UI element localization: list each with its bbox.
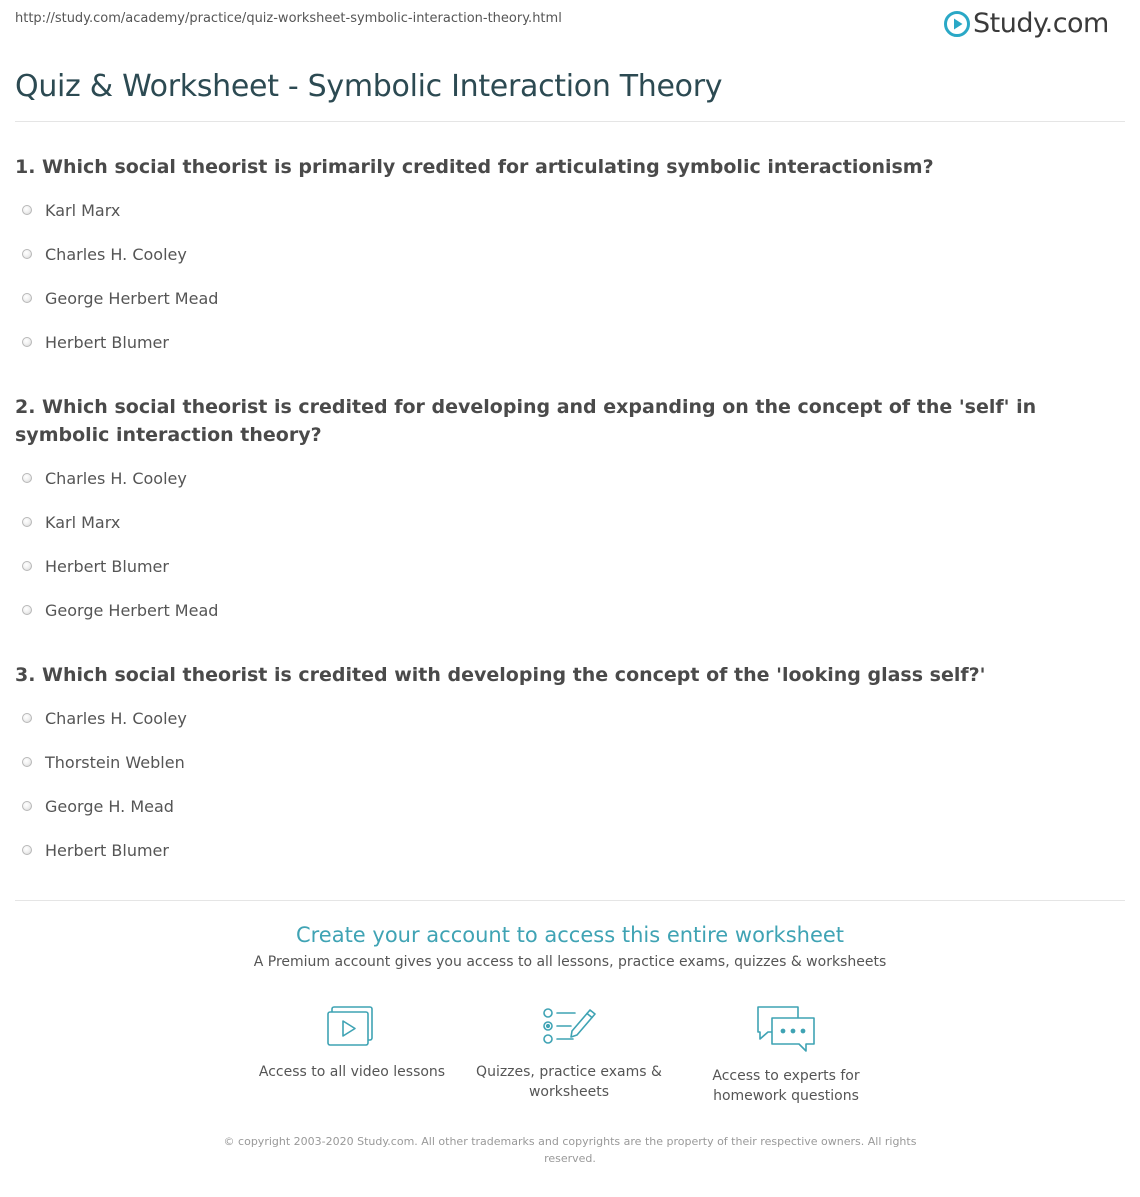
radio-button[interactable] xyxy=(22,293,32,303)
study-logo[interactable] xyxy=(944,8,1109,39)
question-3: 3. Which social theorist is credited with developing the concept of the 'looking glass self?' xyxy=(15,664,986,686)
question-3-option-3[interactable] xyxy=(22,795,174,817)
title-divider xyxy=(15,121,1125,122)
option-label: Karl Marx xyxy=(45,512,121,532)
option-label: Herbert Blumer xyxy=(45,556,169,576)
question-3-option-4[interactable] xyxy=(22,839,169,861)
feature-label: Access to experts for homework questions xyxy=(712,1068,860,1104)
copyright-notice: © copyright 2003-2020 Study.com. All other trademarks and copyrights are the property of their respective owners. All rights reserved. xyxy=(223,1135,917,1165)
question-1: 1. Which social theorist is primarily credited for articulating symbolic interactionism? xyxy=(15,156,934,178)
option-label: Charles H. Cooley xyxy=(45,468,187,488)
radio-button[interactable] xyxy=(22,473,32,483)
question-1-option-3[interactable] xyxy=(22,287,218,309)
question-2-option-3[interactable] xyxy=(22,555,169,577)
question-2-option-1[interactable] xyxy=(22,467,187,489)
top-bar xyxy=(0,0,1140,44)
option-label: Charles H. Cooley xyxy=(45,244,187,264)
radio-button[interactable] xyxy=(22,757,32,767)
question-1-option-2[interactable] xyxy=(22,243,187,265)
quiz-divider xyxy=(15,900,1125,901)
radio-button[interactable] xyxy=(22,249,32,259)
question-3-option-1[interactable] xyxy=(22,707,187,729)
option-label: Thorstein Weblen xyxy=(45,752,185,772)
radio-button[interactable] xyxy=(22,337,32,347)
quiz-checklist-icon xyxy=(539,1004,599,1050)
cta-subtitle: A Premium account gives you access to all lessons, practice exams, quizzes & worksheets xyxy=(253,954,887,970)
question-2: 2. Which social theorist is credited for developing and expanding on the concept of the 'self' in symbolic interaction theory? xyxy=(15,396,1037,446)
page-title: Quiz & Worksheet - Symbolic Interaction Theory xyxy=(15,69,723,104)
radio-button[interactable] xyxy=(22,713,32,723)
radio-button[interactable] xyxy=(22,845,32,855)
question-1-option-4[interactable] xyxy=(22,331,169,353)
option-label: Charles H. Cooley xyxy=(45,708,187,728)
option-label: George Herbert Mead xyxy=(45,288,219,308)
radio-button[interactable] xyxy=(22,517,32,527)
question-2-option-2[interactable] xyxy=(22,511,120,533)
feature-label: Quizzes, practice exams & worksheets xyxy=(476,1064,662,1100)
question-3-option-2[interactable] xyxy=(22,751,185,773)
radio-button[interactable] xyxy=(22,801,32,811)
radio-button[interactable] xyxy=(22,605,32,615)
create-account-link[interactable]: Create your account to access this entire worksheet xyxy=(295,923,845,947)
option-label: George H. Mead xyxy=(45,796,174,816)
video-lessons-icon xyxy=(326,1004,378,1050)
option-label: Herbert Blumer xyxy=(45,840,169,860)
feature-label: Access to all video lessons xyxy=(258,1064,446,1080)
feature-video-lessons xyxy=(252,1004,452,1082)
play-circle-icon xyxy=(944,11,970,37)
chat-bubbles-icon xyxy=(754,1004,818,1054)
radio-button[interactable] xyxy=(22,205,32,215)
feature-experts xyxy=(686,1004,886,1106)
logo-text: Study.com xyxy=(973,8,1109,39)
radio-button[interactable] xyxy=(22,561,32,571)
option-label: George Herbert Mead xyxy=(45,600,219,620)
question-1-option-1[interactable] xyxy=(22,199,120,221)
question-2-option-4[interactable] xyxy=(22,599,218,621)
option-label: Herbert Blumer xyxy=(45,332,169,352)
page-url: http://study.com/academy/practice/quiz-worksheet-symbolic-interaction-theory.html xyxy=(15,11,562,26)
option-label: Karl Marx xyxy=(45,200,121,220)
feature-quizzes xyxy=(469,1004,669,1102)
